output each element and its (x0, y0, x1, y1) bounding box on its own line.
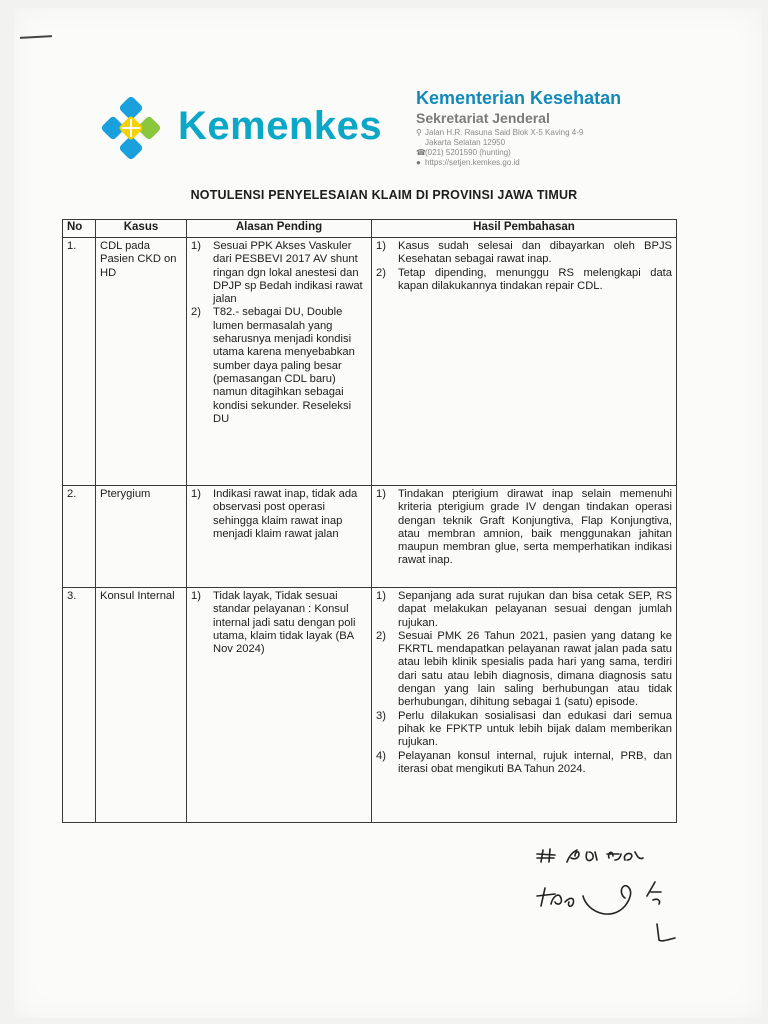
list-item: 1) Indikasi rawat inap, tidak ada observasi post operasi sehingga klaim rawat inap menjadi klaim rawat jalan (191, 488, 358, 540)
phone-icon: ☎ (416, 148, 426, 157)
list-item: 3) Perlu dilakukan sosialisasi dan edukasi dari semua pihak ke FPKTP untuk lebih bijak dalam memberikan rujukan. (376, 709, 672, 749)
row-no: 1. (63, 238, 96, 486)
row-alasan (187, 588, 372, 823)
header-kasus: Kasus (96, 220, 187, 238)
document-title: NOTULENSI PENYELESAIAN KLAIM DI PROVINSI JAWA TIMUR (190, 188, 578, 202)
location-pin-icon: ⚲ (416, 128, 422, 137)
row-hasil (372, 486, 677, 588)
table-row (63, 588, 677, 823)
table-header-row (63, 220, 677, 238)
row-no: 3. (63, 588, 96, 823)
table-row (63, 238, 677, 486)
globe-icon: ● (416, 158, 421, 167)
ministry-block (416, 88, 676, 168)
ministry-name: Kementerian Kesehatan (416, 88, 622, 108)
website: https://setjen.kemkes.go.id (425, 158, 520, 167)
row-hasil (372, 588, 677, 823)
header-no: No (63, 220, 96, 238)
row-kasus: Konsul Internal (96, 588, 187, 823)
handwritten-signatures (535, 848, 685, 948)
address-line-2: Jakarta Selatan 12950 (425, 138, 506, 147)
header-alasan: Alasan Pending (187, 220, 372, 238)
table-row (63, 486, 677, 588)
list-item: 2) T82.- sebagai DU, Double lumen bermasalah yang seharusnya menjadi kondisi utama karena menyebabkan sumber daya paling besar (pemasangan CDL baru) namun ditagihkan sebagai kondisi sekunder. Reseleksi DU (191, 306, 355, 425)
list-item: 2) Sesuai PMK 26 Tahun 2021, pasien yang datang ke FKRTL mendapatkan pelayanan rawat jalan pada satu atau lebih klinik spesialis pada hari yang sama, terdiri dari satu atau lebih diagnosis, dimana diagnosis satu dengan yang lain saling berhubungan atau tidak berhubungan, dihitung sebagai 1 (satu) episode. (376, 629, 672, 709)
address-line-1: Jalan H.R. Rasuna Said Blok X-5 Kaving 4-9 (425, 128, 584, 137)
list-item: 1) Sesuai PPK Akses Vaskuler dari PESBEVI 2017 AV shunt ringan dgn lokal anestesi dan DPJP sp Bedah indikasi rawat jalan (191, 240, 363, 306)
contact-info (416, 128, 676, 168)
row-hasil (372, 238, 677, 486)
row-kasus: CDL pada Pasien CKD on HD (96, 238, 187, 486)
list-item: 2) Tetap dipending, menunggu RS melengkapi data kapan dilakukannya tindakan repair CDL. (376, 266, 672, 292)
list-item: 4) Pelayanan konsul internal, rujuk internal, PRB, dan iterasi obat mengikuti BA Tahun 2024. (376, 749, 672, 775)
list-item: 1) Kasus sudah selesai dan dibayarkan oleh BPJS Kesehatan sebagai rawat inap. (376, 240, 672, 266)
office-name: Sekretariat Jenderal (416, 110, 550, 126)
phone-number: (021) 5201590 (hunting) (425, 148, 511, 157)
list-item: 1) Tidak layak, Tidak sesuai standar pelayanan : Konsul internal jadi satu dengan poli utama, klaim tidak layak (BA Nov 2024) (191, 590, 356, 656)
claims-table (62, 219, 677, 823)
kemenkes-logo-icon (100, 97, 164, 161)
row-alasan (187, 486, 372, 588)
row-kasus: Pterygium (96, 486, 187, 588)
brand-name: Kemenkes (178, 104, 383, 148)
header-hasil: Hasil Pembahasan (372, 220, 677, 238)
list-item: 1) Tindakan pterigium dirawat inap selain memenuhi kriteria pterigium grade IV dengan tindakan operasi dengan teknik Graft Konjungtiva, Flap Konjungtiva, atau membran amnion, baik menggunakan jahitan maupun membran glue, serta memperhatikan indikasi rawat inap. (376, 488, 672, 567)
row-alasan (187, 238, 372, 486)
row-no: 2. (63, 486, 96, 588)
list-item: 1) Sepanjang ada surat rujukan dan bisa cetak SEP, RS dapat melakukan pelayanan sesuai dengan jumlah rujukan. (376, 590, 672, 629)
